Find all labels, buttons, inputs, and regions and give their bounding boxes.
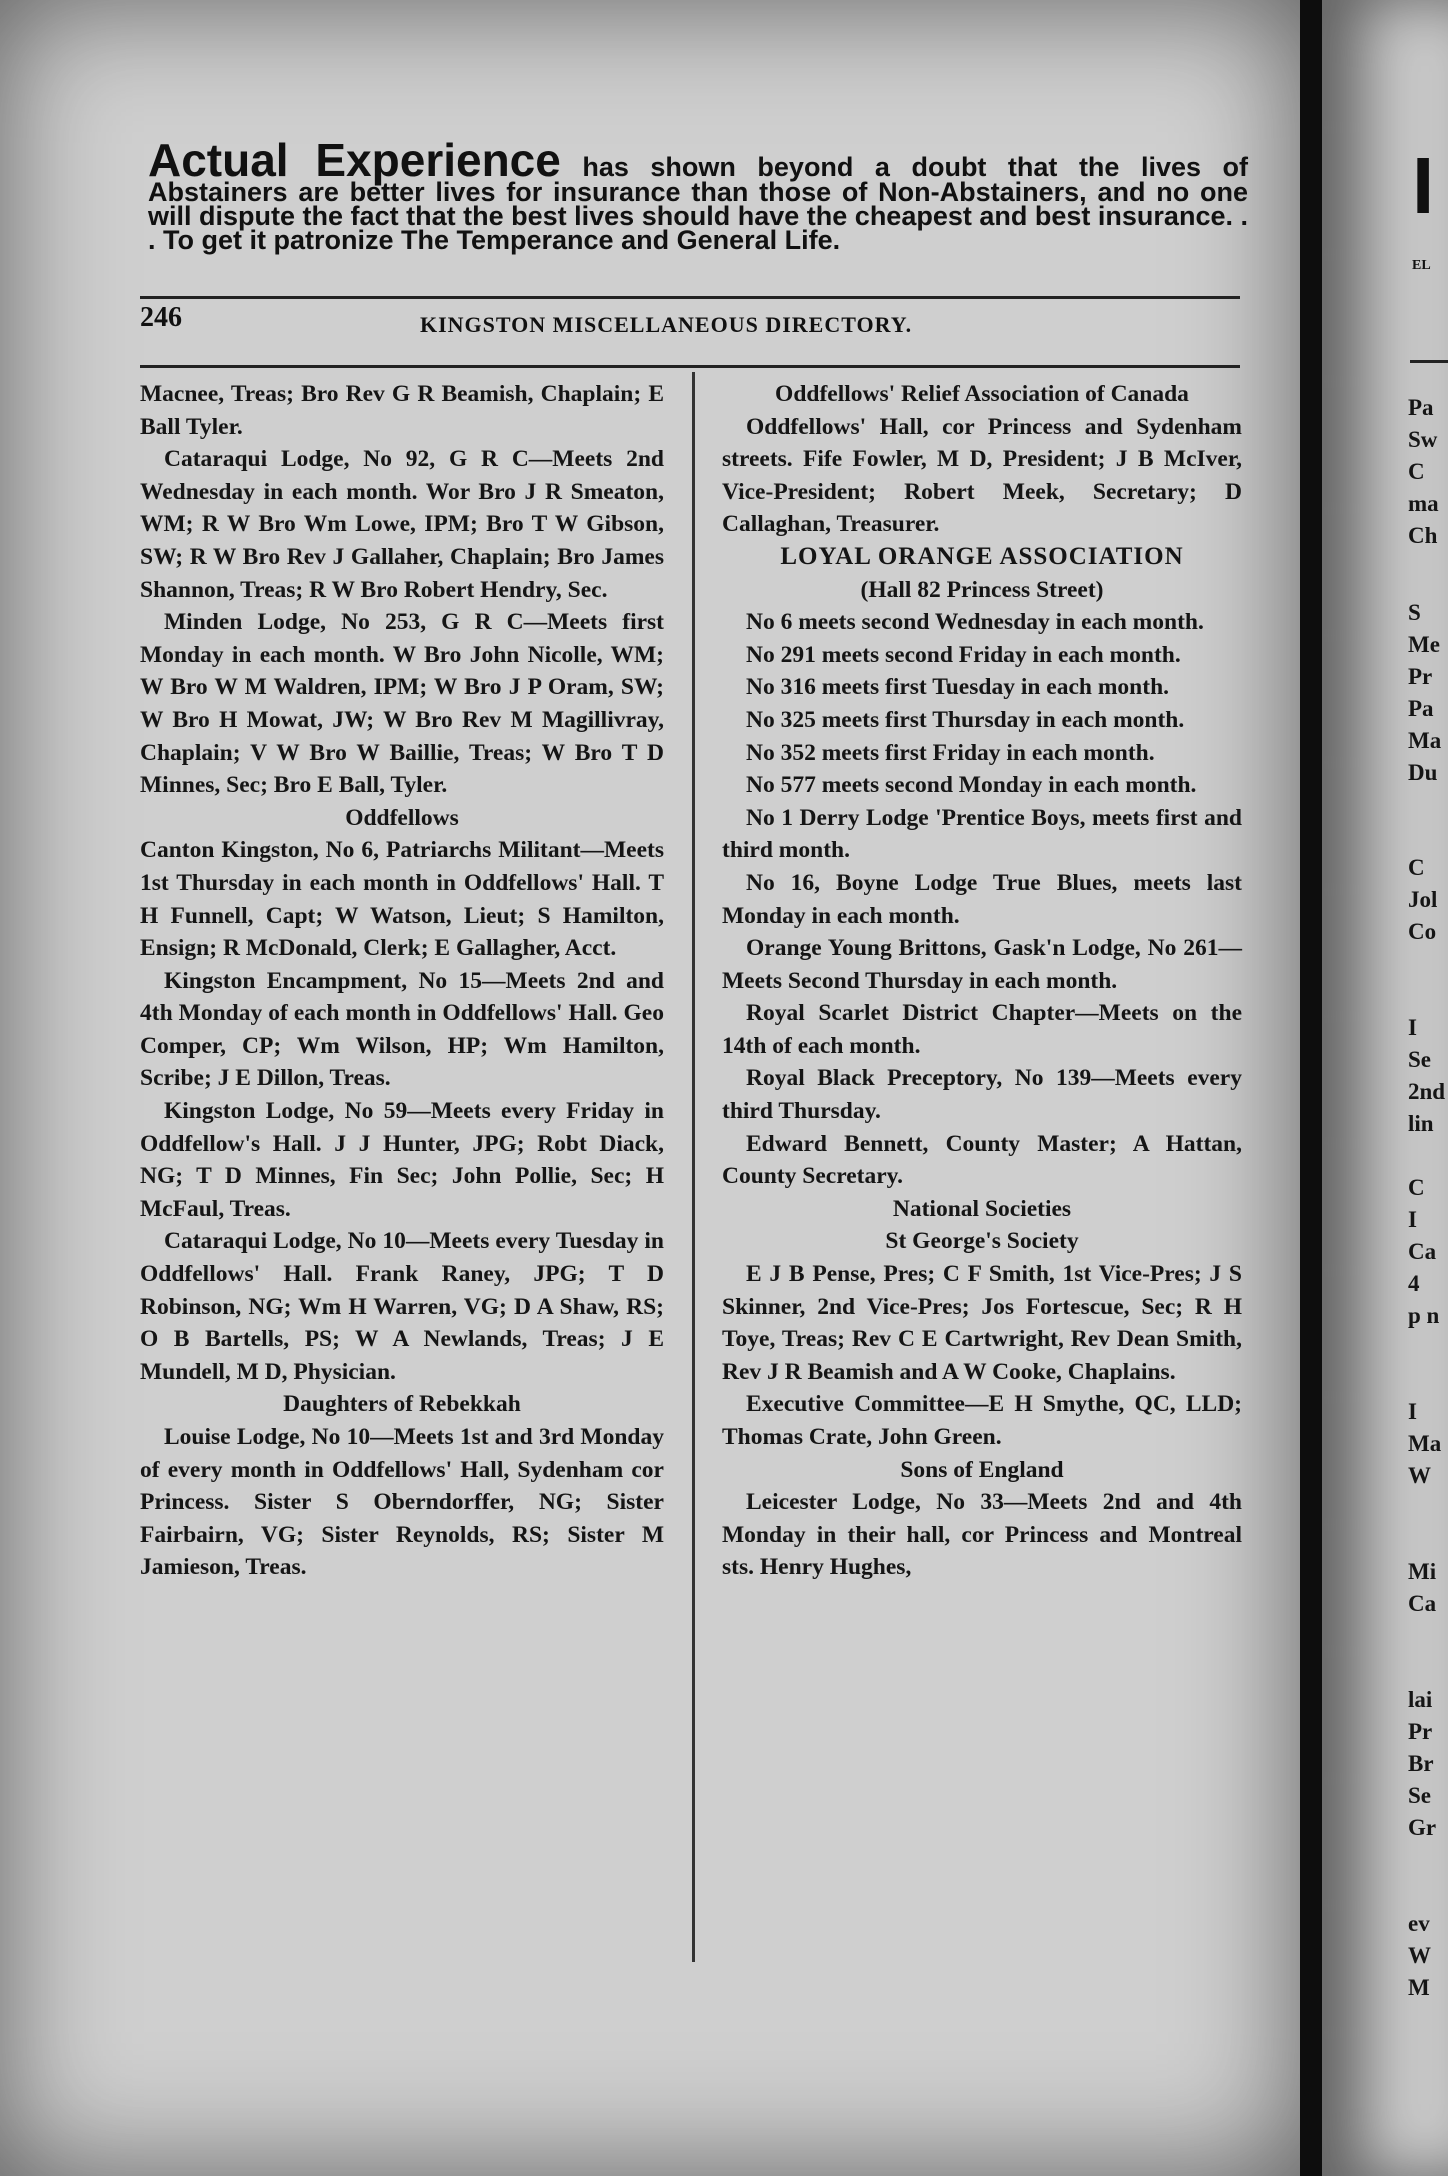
facing-page-small-text: EL <box>1412 258 1431 273</box>
section-heading: Oddfellows' Relief Association of Canada <box>775 381 1189 407</box>
insurance-advertisement <box>148 134 1248 255</box>
right-column <box>722 378 1242 1584</box>
directory-entry: No 291 meets second Friday in each month. <box>746 641 1181 668</box>
directory-entry: Cataraqui Lodge, No 92, G R C—Meets 2nd Wednesday in each month. Wor Bro J R Smeaton, WM; R W Bro Wm Lowe, IPM; Bro T W Gibson, SW; R W Bro Rev J Gallaher, Chaplain; Bro James Shannon, Treas; R W Bro Robert Hendry, Sec. <box>140 446 664 603</box>
facing-page-fragment: I <box>1408 1399 1417 1424</box>
facing-page-fragment: Sw <box>1408 427 1438 452</box>
section-heading: National Societies <box>892 1195 1072 1222</box>
directory-entry: No 325 meets first Thursday in each month. <box>746 706 1185 733</box>
directory-entry: No 577 meets second Monday in each month. <box>746 772 1197 799</box>
facing-page-fragment: Br <box>1408 1751 1434 1776</box>
directory-entry: No 16, Boyne Lodge True Blues, meets last Monday in each month. <box>722 869 1242 929</box>
directory-entry: Minden Lodge, No 253, G R C—Meets first Monday in each month. W Bro John Nicolle, WM; W Bro W M Waldren, IPM; W Bro J P Oram, SW; W Bro H Mowat, JW; W Bro Rev M Magillivray, Chaplain; V W Bro W Baillie, Treas; W Bro T D Minnes, Sec; Bro E Ball, Tyler. <box>140 609 664 799</box>
directory-entry: Kingston Encampment, No 15—Meets 2nd and 4th Monday of each month in Oddfellows' Hall. Geo Comper, CP; Wm Wilson, HP; Wm Hamilton, Scribe; J E Dillon, Treas. <box>140 967 664 1092</box>
directory-entry: E J B Pense, Pres; C F Smith, 1st Vice-Pres; J S Skinner, 2nd Vice-Pres; Jos Fortescue, Sec; R H Toye, Treas; Rev C E Cartwright, Rev Dean Smith, Rev J R Beamish and A W Cooke, Chaplains. <box>722 1261 1242 1385</box>
section-heading: Daughters of Rebekkah <box>283 1391 521 1418</box>
section-heading: LOYAL ORANGE ASSOCIATION <box>780 542 1184 570</box>
facing-page-fragment: Ca <box>1408 1239 1437 1264</box>
directory-entry: Leicester Lodge, No 33—Meets 2nd and 4th Monday in their hall, cor Princess and Montreal sts. Henry Hughes, <box>722 1489 1242 1581</box>
facing-page-fragment: Gr <box>1408 1815 1437 1840</box>
facing-page-fragment: 2nd <box>1408 1079 1446 1104</box>
directory-entry: Orange Young Brittons, Gask'n Lodge, No 261—Meets Second Thursday in each month. <box>722 935 1242 994</box>
facing-page-fragment: Du <box>1408 760 1438 785</box>
facing-page-rule <box>1410 360 1448 363</box>
section-heading: (Hall 82 Princess Street) <box>860 576 1104 603</box>
facing-page-big-letter: I <box>1412 141 1435 230</box>
left-column <box>140 378 664 1584</box>
facing-page-fragment: Pr <box>1408 664 1433 689</box>
directory-entry: Louise Lodge, No 10—Meets 1st and 3rd Monday of every month in Oddfellows' Hall, Sydenham cor Princess. Sister S Oberndorffer, NG; Sister Fairbairn, VG; Sister Reynolds, RS; Sister M Jamieson, Treas. <box>140 1424 664 1581</box>
facing-page-fragment: Co <box>1408 919 1437 944</box>
facing-page-fragment: I <box>1408 1015 1417 1040</box>
facing-page-fragment: Ma <box>1408 1431 1442 1456</box>
facing-page-fragment: lai <box>1408 1687 1433 1712</box>
column-divider <box>692 372 695 1962</box>
directory-entry: Kingston Lodge, No 59—Meets every Friday in Oddfellow's Hall. J J Hunter, JPG; Robt Diack, NG; T D Minnes, Fin Sec; John Pollie, Sec; H McFaul, Treas. <box>140 1098 664 1222</box>
facing-page-fragment: Me <box>1408 632 1440 657</box>
facing-page-fragment: C <box>1408 1175 1425 1200</box>
section-heading: Oddfellows <box>345 804 459 831</box>
facing-page-fragment: I <box>1408 1207 1417 1232</box>
facing-page-fragment: ev <box>1408 1911 1430 1936</box>
facing-page-fragment: lin <box>1408 1111 1434 1136</box>
facing-page-fragment: Ca <box>1408 1591 1437 1616</box>
directory-entry: Royal Black Preceptory, No 139—Meets every third Thursday. <box>722 1065 1242 1125</box>
facing-page-fragment: Pa <box>1408 395 1434 420</box>
facing-page-fragment: S <box>1408 600 1421 625</box>
facing-page-fragment: M <box>1408 1975 1430 2000</box>
facing-page-fragment: Mi <box>1408 1559 1437 1584</box>
directory-entry: No 1 Derry Lodge 'Prentice Boys, meets first and third month. <box>722 804 1242 864</box>
directory-entry: No 316 meets first Tuesday in each month. <box>746 674 1170 701</box>
directory-entry: Macnee, Treas; Bro Rev G R Beamish, Chaplain; E Ball Tyler. <box>140 381 664 440</box>
book-gutter <box>1300 0 1322 2176</box>
facing-page-fragment: C <box>1408 459 1425 484</box>
directory-entry: Edward Bennett, County Master; A Hattan, County Secretary. <box>722 1130 1242 1190</box>
facing-page-fragment: Se <box>1408 1783 1431 1808</box>
directory-entry: No 6 meets second Wednesday in each month. <box>746 609 1204 636</box>
directory-entry: Royal Scarlet District Chapter—Meets on the 14th of each month. <box>722 1000 1242 1059</box>
ad-text: has shown beyond a doubt that the lives of Abstainers are better lives for insurance than those of Non-Abstainers, and no one will dispute the fact that the best lives should have the cheapest and best insurance. . . To get it patronize The Temperance and General Life. <box>148 152 1248 255</box>
facing-page-fragment: Pa <box>1408 696 1434 721</box>
facing-page-fragment: W <box>1408 1943 1431 1968</box>
directory-entry: Executive Committee—E H Smythe, QC, LLD; Thomas Crate, John Green. <box>722 1391 1242 1450</box>
facing-page-fragment: 4 <box>1408 1271 1420 1296</box>
facing-page-fragment: Ch <box>1408 523 1438 548</box>
directory-entry: Canton Kingston, No 6, Patriarchs Militant—Meets 1st Thursday in each month in Oddfellows' Hall. T H Funnell, Capt; W Watson, Lieut; S Hamilton, Ensign; R McDonald, Clerk; E Gallagher, Acct. <box>140 837 664 962</box>
directory-entry: Oddfellows' Hall, cor Princess and Sydenham streets. Fife Fowler, M D, President; J B McIver, Vice-President; Robert Meek, Secretary; D Callaghan, Treasurer. <box>722 413 1242 538</box>
facing-page-fragment: W <box>1408 1463 1431 1488</box>
facing-page <box>1322 0 1448 2176</box>
directory-entry: Cataraqui Lodge, No 10—Meets every Tuesday in Oddfellows' Hall. Frank Raney, JPG; T D Robinson, NG; Wm H Warren, VG; D A Shaw, RS; O B Bartells, PS; W A Newlands, Treas; J E Mundell, M D, Physician. <box>140 1228 664 1385</box>
facing-page-fragment: ma <box>1408 491 1439 516</box>
ad-lead: Actual Experience <box>148 134 561 186</box>
facing-page-fragment: p n <box>1408 1303 1440 1328</box>
header-rule <box>140 365 1240 368</box>
facing-page-fragment: Jol <box>1408 887 1438 912</box>
page-number: 246 <box>140 302 182 333</box>
facing-page-fragment: Ma <box>1408 728 1442 753</box>
top-rule <box>140 296 1240 299</box>
section-heading: St George's Society <box>885 1228 1079 1255</box>
facing-page-fragment: Se <box>1408 1047 1431 1072</box>
facing-page-fragment: C <box>1408 855 1425 880</box>
running-title: KINGSTON MISCELLANEOUS DIRECTORY. <box>420 312 913 337</box>
section-heading: Sons of England <box>900 1456 1064 1483</box>
facing-page-fragment: Pr <box>1408 1719 1433 1744</box>
directory-entry: No 352 meets first Friday in each month. <box>746 739 1155 766</box>
